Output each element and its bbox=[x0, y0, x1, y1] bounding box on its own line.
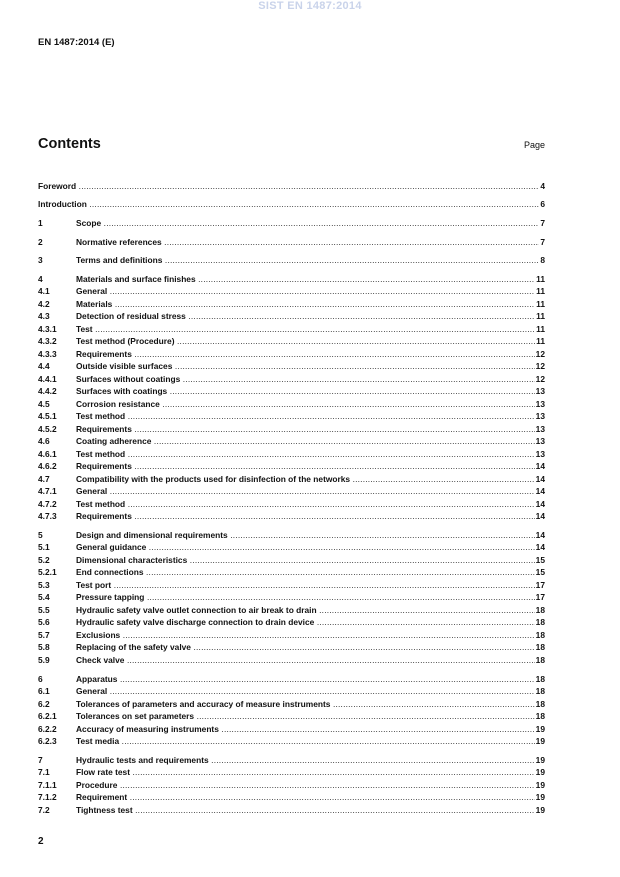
toc-entry[interactable] bbox=[38, 686, 545, 697]
toc-entry-page: 13 bbox=[535, 449, 545, 459]
toc-entry-title: Hydraulic tests and requirements ..... bbox=[76, 755, 545, 766]
toc-entry-number: 4.7 bbox=[38, 474, 50, 484]
toc-entry-page: 14 bbox=[535, 542, 545, 552]
toc-entry-title: Requirements ..... bbox=[76, 424, 545, 435]
toc-entry-title: Test method ..... bbox=[76, 449, 545, 460]
toc-entry-number: 4 bbox=[38, 274, 43, 284]
toc-entry-title: Test method ..... bbox=[76, 411, 545, 422]
toc-entry[interactable] bbox=[38, 542, 545, 553]
toc-entry-title: Tightness test ..... bbox=[76, 805, 545, 816]
toc-entry-number: 4.7.1 bbox=[38, 486, 57, 496]
toc-entry-page: 13 bbox=[535, 436, 545, 446]
toc-entry-number: 7.1.1 bbox=[38, 780, 57, 790]
toc-entry-number: 4.6 bbox=[38, 436, 50, 446]
toc-entry-page: 13 bbox=[535, 386, 545, 396]
toc-entry-page: 19 bbox=[535, 755, 545, 765]
toc-entry-number: 4.3 bbox=[38, 311, 50, 321]
toc-entry-number: 4.5.1 bbox=[38, 411, 57, 421]
toc-entry-title: Surfaces with coatings ..... bbox=[76, 386, 545, 397]
toc-entry[interactable] bbox=[38, 724, 545, 735]
toc-entry-page: 8 bbox=[540, 255, 545, 265]
toc-entry-number: 5.1 bbox=[38, 542, 50, 552]
toc-entry-page: 11 bbox=[536, 311, 545, 321]
toc-entry-number: 5.9 bbox=[38, 655, 50, 665]
toc-entry[interactable] bbox=[38, 605, 545, 616]
toc-entry-title: Test port ..... bbox=[76, 580, 545, 591]
page-number: 2 bbox=[38, 836, 44, 847]
toc-entry[interactable] bbox=[38, 311, 545, 322]
toc-entry-title: Test method (Procedure) ..... bbox=[76, 336, 545, 347]
toc-entry[interactable] bbox=[38, 324, 545, 335]
toc-entry-number: 4.2 bbox=[38, 299, 50, 309]
toc-entry[interactable] bbox=[38, 286, 545, 297]
toc-entry-page: 18 bbox=[535, 617, 545, 627]
toc-entry-title: Introduction ..... bbox=[38, 199, 545, 210]
toc-entry-page: 6 bbox=[540, 199, 545, 209]
toc-entry-page: 12 bbox=[535, 361, 545, 371]
toc-entry-page: 18 bbox=[535, 630, 545, 640]
toc-entry-page: 11 bbox=[536, 324, 545, 334]
toc-entry[interactable] bbox=[38, 218, 545, 229]
contents-title: Contents bbox=[38, 136, 101, 152]
toc-entry-number: 4.4.2 bbox=[38, 386, 57, 396]
toc-entry-title: Coating adherence ..... bbox=[76, 436, 545, 447]
toc-entry-number: 4.3.2 bbox=[38, 336, 57, 346]
toc-entry-title: Detection of residual stress ..... bbox=[76, 311, 545, 322]
toc-entry-page: 18 bbox=[535, 605, 545, 615]
toc-entry[interactable] bbox=[38, 711, 545, 722]
toc-entry-title: Corrosion resistance ..... bbox=[76, 399, 545, 410]
toc-entry[interactable] bbox=[38, 386, 545, 397]
toc-entry-page: 19 bbox=[535, 780, 545, 790]
toc-entry-page: 13 bbox=[535, 411, 545, 421]
toc-entry-page: 14 bbox=[535, 486, 545, 496]
toc-entry-page: 17 bbox=[535, 592, 545, 602]
toc-entry-page: 19 bbox=[535, 805, 545, 815]
toc-entry[interactable] bbox=[38, 449, 545, 460]
toc-entry-title: Requirements ..... bbox=[76, 461, 545, 472]
toc-entry-page: 15 bbox=[535, 567, 545, 577]
toc-entry-number: 6.2.1 bbox=[38, 711, 57, 721]
toc-entry[interactable] bbox=[38, 474, 545, 485]
toc-entry-title: Hydraulic safety valve discharge connection to drain device ..... bbox=[76, 617, 545, 628]
toc-entry[interactable] bbox=[38, 336, 545, 347]
toc-entry-page: 19 bbox=[535, 767, 545, 777]
toc-entry-number: 5.5 bbox=[38, 605, 50, 615]
toc-entry-number: 4.7.3 bbox=[38, 511, 57, 521]
toc-entry-page: 18 bbox=[535, 686, 545, 696]
toc-entry-number: 6.2 bbox=[38, 699, 50, 709]
toc-entry[interactable] bbox=[38, 674, 545, 685]
toc-entry[interactable] bbox=[38, 255, 545, 266]
toc-entry-number: 7.2 bbox=[38, 805, 50, 815]
toc-entry[interactable] bbox=[38, 399, 545, 410]
toc-entry-number: 1 bbox=[38, 218, 43, 228]
toc-entry-number: 3 bbox=[38, 255, 43, 265]
toc-entry-title: Procedure ..... bbox=[76, 780, 545, 791]
toc-entry[interactable] bbox=[38, 767, 545, 778]
toc-entry[interactable] bbox=[38, 617, 545, 628]
toc-entry-page: 18 bbox=[535, 699, 545, 709]
toc-entry[interactable] bbox=[38, 567, 545, 578]
toc-entry-title: General ..... bbox=[76, 686, 545, 697]
toc-entry-number: 6 bbox=[38, 674, 43, 684]
toc-entry[interactable] bbox=[38, 530, 545, 541]
toc-entry-number: 5.7 bbox=[38, 630, 50, 640]
toc-entry-number: 4.3.3 bbox=[38, 349, 57, 359]
toc-entry[interactable] bbox=[38, 299, 545, 310]
toc-entry-page: 13 bbox=[535, 424, 545, 434]
toc-entry-title: Outside visible surfaces ..... bbox=[76, 361, 545, 372]
toc-entry[interactable] bbox=[38, 237, 545, 248]
toc-entry-number: 5 bbox=[38, 530, 43, 540]
toc-entry-title: General guidance ..... bbox=[76, 542, 545, 553]
toc-entry-title: Scope ..... bbox=[76, 218, 545, 229]
toc-entry-title: Requirements ..... bbox=[76, 511, 545, 522]
toc-entry-number: 7.1.2 bbox=[38, 792, 57, 802]
toc-entry[interactable] bbox=[38, 199, 545, 210]
toc-entry-page: 12 bbox=[535, 374, 545, 384]
toc-entry-page: 14 bbox=[535, 499, 545, 509]
page-column-label: Page bbox=[523, 140, 545, 150]
toc-entry-number: 6.2.2 bbox=[38, 724, 57, 734]
toc-entry[interactable] bbox=[38, 361, 545, 372]
toc-entry-page: 18 bbox=[535, 674, 545, 684]
toc-entry-page: 19 bbox=[535, 792, 545, 802]
toc-entry-title: Requirement ..... bbox=[76, 792, 545, 803]
toc-entry-page: 18 bbox=[535, 711, 545, 721]
toc-entry[interactable] bbox=[38, 461, 545, 472]
toc-entry[interactable] bbox=[38, 274, 545, 285]
toc-entry-page: 19 bbox=[535, 724, 545, 734]
toc-entry-title: Compatibility with the products used for disinfection of the networks ..... bbox=[76, 474, 545, 485]
toc-entry-title: Flow rate test ..... bbox=[76, 767, 545, 778]
toc-entry-number: 6.2.3 bbox=[38, 736, 57, 746]
toc-entry-number: 5.8 bbox=[38, 642, 50, 652]
toc-entry-number: 4.4 bbox=[38, 361, 50, 371]
toc-entry[interactable] bbox=[38, 755, 545, 766]
toc-entry-page: 7 bbox=[540, 218, 545, 228]
toc-entry-title: Dimensional characteristics ..... bbox=[76, 555, 545, 566]
toc-entry-title: Requirements ..... bbox=[76, 349, 545, 360]
toc-entry-title: Test media ..... bbox=[76, 736, 545, 747]
toc-entry-page: 4 bbox=[540, 181, 545, 191]
document-id: EN 1487:2014 (E) bbox=[38, 37, 115, 48]
toc-entry-page: 11 bbox=[536, 299, 545, 309]
toc-entry-number: 5.2 bbox=[38, 555, 50, 565]
toc-entry-title: Surfaces without coatings ..... bbox=[76, 374, 545, 385]
toc-entry-number: 4.5 bbox=[38, 399, 50, 409]
toc-entry[interactable] bbox=[38, 805, 545, 816]
toc-entry-title: Exclusions ..... bbox=[76, 630, 545, 641]
toc-entry-number: 4.6.2 bbox=[38, 461, 57, 471]
toc-entry-title: Pressure tapping ..... bbox=[76, 592, 545, 603]
watermark: SIST EN 1487:2014 bbox=[258, 0, 362, 12]
toc-entry-title: Accuracy of measuring instruments ..... bbox=[76, 724, 545, 735]
toc-entry[interactable] bbox=[38, 780, 545, 791]
toc-entry[interactable] bbox=[38, 655, 545, 666]
toc-entry-title: Materials and surface finishes ..... bbox=[76, 274, 545, 285]
toc-entry-title: Test ..... bbox=[76, 324, 545, 335]
toc-entry-number: 5.4 bbox=[38, 592, 50, 602]
toc-entry-number: 4.4.1 bbox=[38, 374, 57, 384]
toc-entry-page: 12 bbox=[535, 349, 545, 359]
toc-entry[interactable] bbox=[38, 592, 545, 603]
toc-entry-page: 11 bbox=[536, 274, 545, 284]
toc-entry-page: 15 bbox=[535, 555, 545, 565]
toc-entry-number: 4.5.2 bbox=[38, 424, 57, 434]
toc-entry[interactable] bbox=[38, 181, 545, 192]
toc-entry[interactable] bbox=[38, 374, 545, 385]
toc-entry[interactable] bbox=[38, 699, 545, 710]
toc-entry-title: Check valve ..... bbox=[76, 655, 545, 666]
toc-entry-title: Foreword ..... bbox=[38, 181, 545, 192]
toc-entry[interactable] bbox=[38, 511, 545, 522]
toc-entry-page: 19 bbox=[535, 736, 545, 746]
toc-entry[interactable] bbox=[38, 630, 545, 641]
toc-entry-title: General ..... bbox=[76, 486, 545, 497]
toc-entry[interactable] bbox=[38, 736, 545, 747]
toc-entry-page: 11 bbox=[536, 336, 545, 346]
toc-entry-page: 11 bbox=[536, 286, 545, 296]
toc-entry-title: Materials ..... bbox=[76, 299, 545, 310]
toc-entry-page: 13 bbox=[535, 399, 545, 409]
toc-entry[interactable] bbox=[38, 411, 545, 422]
toc-entry-title: General ..... bbox=[76, 286, 545, 297]
toc-entry-page: 14 bbox=[535, 461, 545, 471]
toc-entry-page: 17 bbox=[535, 580, 545, 590]
toc-entry-title: Replacing of the safety valve ..... bbox=[76, 642, 545, 653]
toc-entry-number: 2 bbox=[38, 237, 43, 247]
toc-entry-page: 14 bbox=[535, 530, 545, 540]
toc-entry-number: 4.1 bbox=[38, 286, 50, 296]
toc-entry-number: 5.2.1 bbox=[38, 567, 57, 577]
toc-entry-page: 14 bbox=[535, 474, 545, 484]
toc-entry[interactable] bbox=[38, 486, 545, 497]
toc-entry-number: 6.1 bbox=[38, 686, 50, 696]
toc-entry-title: Design and dimensional requirements ..... bbox=[76, 530, 545, 541]
toc-entry[interactable] bbox=[38, 642, 545, 653]
toc-entry[interactable] bbox=[38, 349, 545, 360]
toc-entry-title: Test method ..... bbox=[76, 499, 545, 510]
toc-entry[interactable] bbox=[38, 580, 545, 591]
toc-entry-title: Hydraulic safety valve outlet connection to air break to drain ..... bbox=[76, 605, 545, 616]
toc-entry-page: 14 bbox=[535, 511, 545, 521]
toc-entry-title: Apparatus ..... bbox=[76, 674, 545, 685]
toc-entry-title: Terms and definitions ..... bbox=[76, 255, 545, 266]
toc-entry-title: Tolerances on set parameters ..... bbox=[76, 711, 545, 722]
toc-entry[interactable] bbox=[38, 555, 545, 566]
toc-entry-number: 5.3 bbox=[38, 580, 50, 590]
toc-entry-number: 7.1 bbox=[38, 767, 50, 777]
toc-entry-page: 7 bbox=[540, 237, 545, 247]
toc-entry-number: 4.7.2 bbox=[38, 499, 57, 509]
toc-entry-title: Tolerances of parameters and accuracy of measure instruments ..... bbox=[76, 699, 545, 710]
toc-entry-page: 18 bbox=[535, 642, 545, 652]
toc-entry-title: End connections ..... bbox=[76, 567, 545, 578]
toc-entry[interactable] bbox=[38, 499, 545, 510]
toc-entry-page: 18 bbox=[535, 655, 545, 665]
toc-entry-number: 4.3.1 bbox=[38, 324, 57, 334]
toc-entry-number: 5.6 bbox=[38, 617, 50, 627]
toc-entry-number: 7 bbox=[38, 755, 43, 765]
toc-entry-title: Normative references ..... bbox=[76, 237, 545, 248]
toc-entry-number: 4.6.1 bbox=[38, 449, 57, 459]
toc-entry[interactable] bbox=[38, 436, 545, 447]
toc-entry[interactable] bbox=[38, 424, 545, 435]
toc-entry[interactable] bbox=[38, 792, 545, 803]
